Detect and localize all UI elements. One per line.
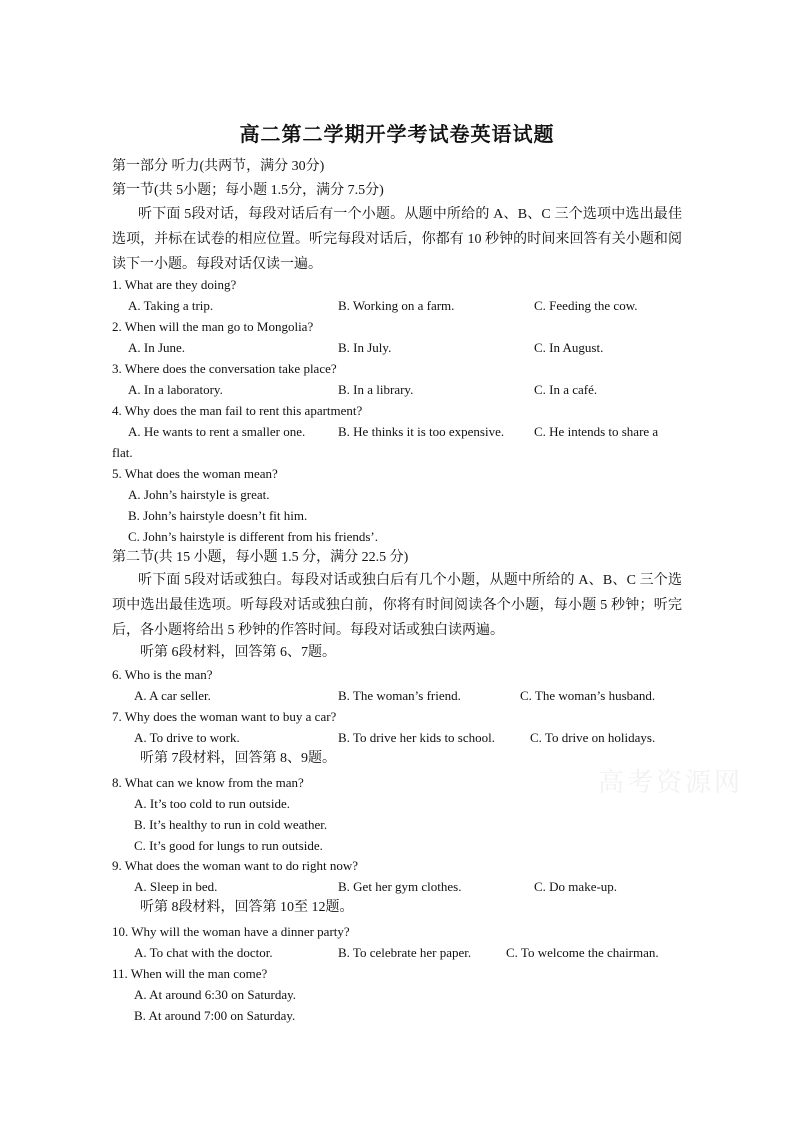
question-6-stem: 6. Who is the man?	[112, 667, 213, 682]
question-9-stem: 9. What does the woman want to do right now?	[112, 858, 358, 873]
question-8-stem: 8. What can we know from the man?	[112, 775, 304, 790]
question-7-option-a: A. To drive to work.	[134, 730, 240, 745]
question-7-option-b: B. To drive her kids to school.	[338, 730, 496, 745]
question-5-option-b: B. John’s hairstyle doesn’t fit him.	[128, 508, 308, 523]
question-4-stem: 4. Why does the man fail to rent this apartment?	[112, 403, 363, 418]
question-6-option-b: B. The woman’s friend.	[338, 688, 461, 703]
question-4-option-a: A. He wants to rent a smaller one.	[128, 424, 306, 439]
page-title: 高二第二学期开学考试卷英语试题	[239, 124, 555, 146]
question-4-option-c: C. He intends to share a	[534, 424, 659, 439]
material-8-note: 听第 8段材料，回答第 10至 12题。	[140, 900, 354, 915]
question-5-option-c: C. John’s hairstyle is different from his friends’.	[128, 529, 378, 544]
question-3-option-b: B. In a library.	[338, 382, 414, 397]
question-2-stem: 2. When will the man go to Mongolia?	[112, 319, 314, 334]
material-7-note: 听第 7段材料，回答第 8、9题。	[140, 751, 336, 766]
question-1-stem: 1. What are they doing?	[112, 277, 237, 292]
question-10-option-a: A. To chat with the doctor.	[134, 945, 273, 960]
question-3-stem: 3. Where does the conversation take place?	[112, 361, 337, 376]
material-6-note: 听第 6段材料，回答第 6、7题。	[140, 645, 336, 660]
question-9-option-b: B. Get her gym clothes.	[338, 879, 462, 894]
question-1-option-a: A. Taking a trip.	[128, 298, 214, 313]
question-11-option-a: A. At around 6:30 on Saturday.	[134, 987, 296, 1002]
question-1-option-c: C. Feeding the cow.	[534, 298, 638, 313]
question-10-option-b: B. To celebrate her paper.	[338, 945, 472, 960]
question-1-option-b: B. Working on a farm.	[338, 298, 455, 313]
question-10-option-c: C. To welcome the chairman.	[506, 945, 659, 960]
section2-header: 第二节(共 15 小题，每小题 1.5 分，满分 22.5 分)	[112, 550, 409, 565]
question-8-option-c: C. It’s good for lungs to run outside.	[134, 838, 323, 853]
question-9-option-a: A. Sleep in bed.	[134, 879, 218, 894]
section1-header: 第一节(共 5小题；每小题 1.5分，满分 7.5分)	[112, 183, 384, 198]
question-5-stem: 5. What does the woman mean?	[112, 466, 278, 481]
question-11-stem: 11. When will the man come?	[112, 966, 268, 981]
question-3-option-c: C. In a café.	[534, 382, 598, 397]
question-8-option-b: B. It’s healthy to run in cold weather.	[134, 817, 328, 832]
part1-header: 第一部分 听力(共两节，满分 30分)	[112, 159, 325, 174]
question-6-option-c: C. The woman’s husband.	[520, 688, 656, 703]
question-9-option-c: C. Do make-up.	[534, 879, 618, 894]
question-11-option-b: B. At around 7:00 on Saturday.	[134, 1008, 296, 1023]
question-2-option-b: B. In July.	[338, 340, 392, 355]
question-4-option-c-continued: flat.	[112, 445, 133, 460]
question-2-option-c: C. In August.	[534, 340, 604, 355]
question-2-option-a: A. In June.	[128, 340, 186, 355]
question-8-option-a: A. It’s too cold to run outside.	[134, 796, 290, 811]
section1-instructions: 听下面 5段对话，每段对话后有一个小题。从题中所给的 A、B、C 三个选项中选出最佳选项，并标在试卷的相应位置。听完每段对话后，你都有 10 秒钟的时间来回答有关小题和阅读下一小题。每段对话仅读一遍。	[112, 207, 682, 272]
question-4-option-b: B. He thinks it is too expensive.	[338, 424, 505, 439]
question-7-stem: 7. Why does the woman want to buy a car?	[112, 709, 337, 724]
question-5-option-a: A. John’s hairstyle is great.	[128, 487, 270, 502]
watermark: 高考资源网	[598, 768, 744, 798]
question-7-option-c: C. To drive on holidays.	[530, 730, 656, 745]
question-10-stem: 10. Why will the woman have a dinner party?	[112, 924, 350, 939]
question-6-option-a: A. A car seller.	[134, 688, 211, 703]
question-3-option-a: A. In a laboratory.	[128, 382, 223, 397]
section2-instructions: 听下面 5段对话或独白。每段对话或独白后有几个小题，从题中所给的 A、B、C 三个选项中选出最佳选项。听每段对话或独白前，你将有时间阅读各个小题，每小题 5 秒钟；听完后，各小题将给出 5 秒钟的作答时间。每段对话或独白读两遍。	[112, 573, 682, 638]
